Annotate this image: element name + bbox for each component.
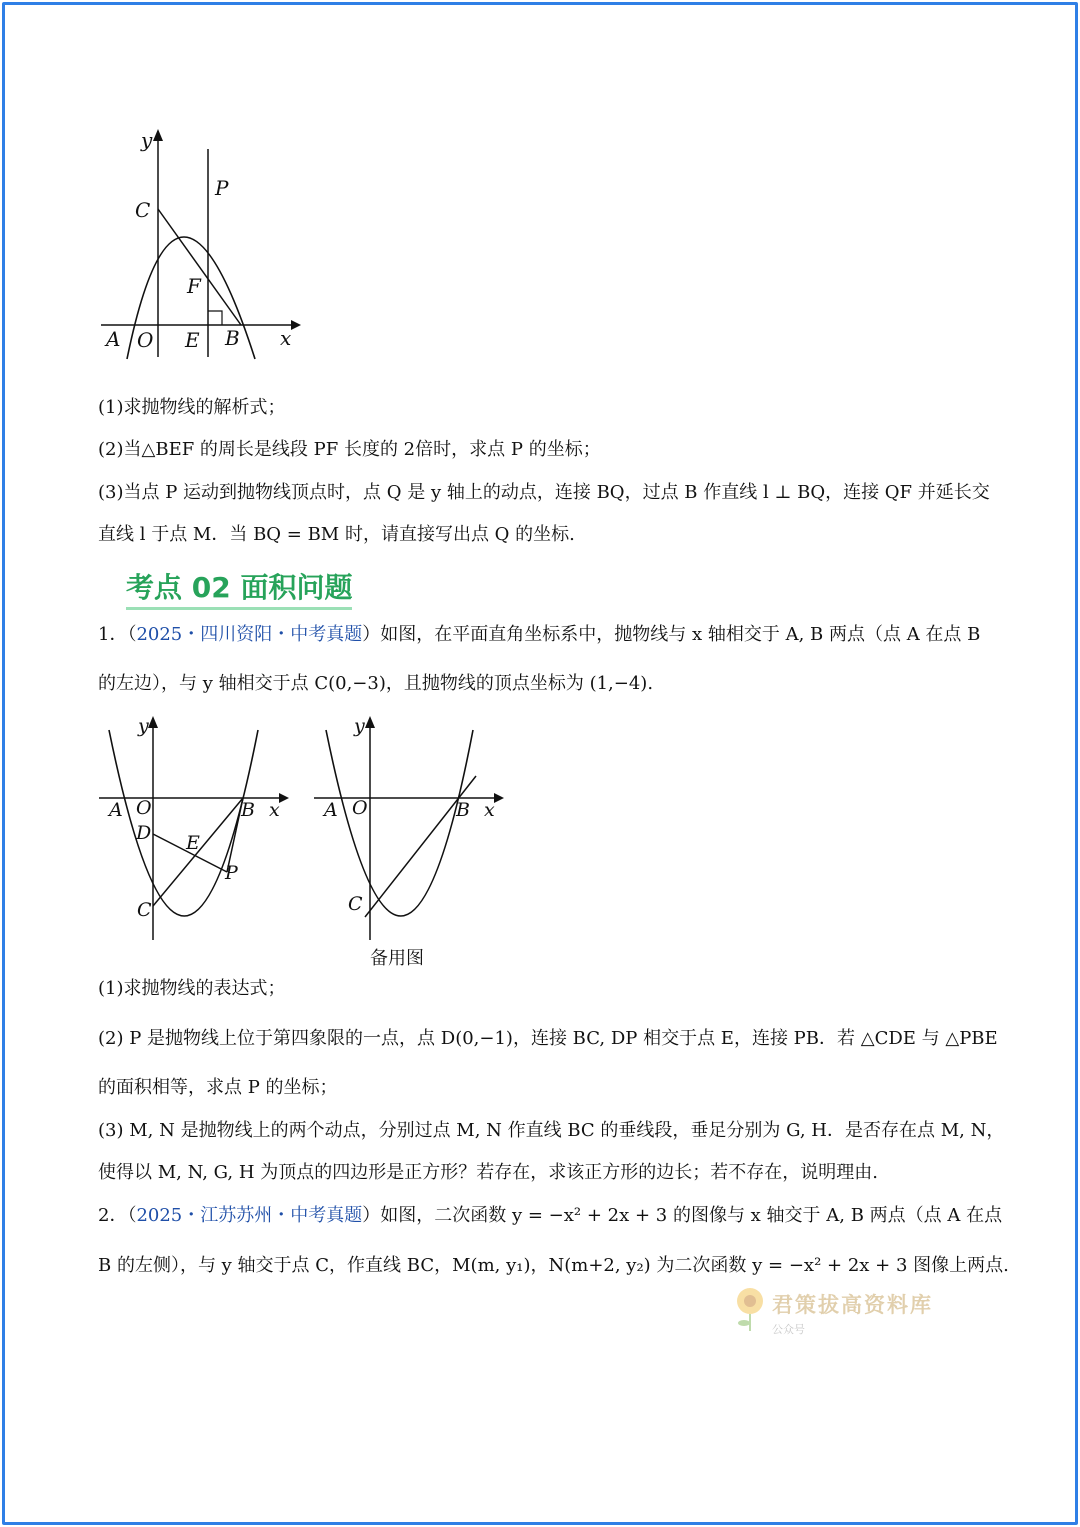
problem-1-part-3-line-2: 使得以 M, N, G, H 为顶点的四边形是正方形？若存在，求该正方形的边长；若不存在，说明理由. — [98, 1162, 878, 1183]
watermark — [730, 1283, 960, 1343]
q-part-3-line-2: 直线 l 于点 M．当 BQ = BM 时，请直接写出点 Q 的坐标. — [98, 524, 575, 545]
label-y: y — [141, 128, 153, 152]
label-C: C — [137, 899, 152, 921]
label-C: C — [348, 893, 363, 915]
label-O: O — [352, 797, 368, 819]
watermark-title: 君策拔高资料库 — [772, 1293, 933, 1317]
problem-2-source: 2025・江苏苏州・中考真题 — [136, 1205, 363, 1226]
label-A: A — [109, 799, 123, 821]
problem-1-source: 2025・四川资阳・中考真题 — [136, 624, 363, 645]
label-x: x — [269, 799, 280, 821]
parabola-figure-2-main — [95, 712, 295, 944]
q-part-3-line-1: (3)当点 P 运动到抛物线顶点时，点 Q 是 y 轴上的动点，连接 BQ，过点 B 作直线 l ⊥ BQ，连接 QF 并延长交 — [98, 482, 990, 503]
q-part-1: (1)求抛物线的解析式； — [98, 397, 286, 418]
problem-2-intro: 2．（2025・江苏苏州・中考真题）如图，二次函数 y = −x² + 2x + 3 的图像与 x 轴交于 A, B 两点（点 A 在点 — [98, 1205, 1003, 1226]
label-C: C — [135, 198, 151, 222]
problem-1-part-1: (1)求抛物线的表达式； — [98, 978, 286, 999]
problem-1-part-2-line-1: (2) P 是抛物线上位于第四象限的一点，点 D(0,−1)，连接 BC, DP 相交于点 E，连接 PB．若 △CDE 与 △PBE — [98, 1028, 998, 1049]
problem-1-intro-line-2: 的左边），与 y 轴相交于点 C(0,−3)，且抛物线的顶点坐标为 (1,−4). — [98, 673, 654, 694]
label-D: D — [136, 822, 152, 844]
label-B: B — [225, 326, 240, 350]
label-A: A — [106, 327, 121, 351]
label-x: x — [484, 799, 495, 821]
label-F: F — [187, 274, 201, 298]
sunflower-icon — [730, 1283, 770, 1333]
label-B: B — [456, 799, 470, 821]
label-A: A — [324, 799, 338, 821]
q-part-2: (2)当△BEF 的周长是线段 PF 长度的 2倍时，求点 P 的坐标； — [98, 439, 601, 460]
problem-1-part-3-line-1: (3) M, N 是抛物线上的两个动点，分别过点 M, N 作直线 BC 的垂线段，垂足分别为 G, H．是否存在点 M, N， — [98, 1120, 1005, 1141]
label-O: O — [137, 328, 154, 352]
problem-2-intro-line-2: B 的左侧），与 y 轴交于点 C，作直线 BC，M(m, y₁)，N(m+2, y₂) 为二次函数 y = −x² + 2x + 3 图像上两点. — [98, 1255, 1009, 1276]
label-P: P — [215, 176, 229, 200]
label-E: E — [185, 328, 200, 352]
label-x: x — [280, 326, 292, 350]
problem-1-part-2-line-2: 的面积相等，求点 P 的坐标； — [98, 1077, 338, 1098]
problem-1-intro: 1．（2025・四川资阳・中考真题）如图，在平面直角坐标系中，抛物线与 x 轴相交于 A, B 两点（点 A 在点 B — [98, 624, 981, 645]
label-E: E — [186, 832, 200, 854]
parabola-figure-2-spare — [310, 712, 510, 944]
parabola-figure-1 — [95, 125, 305, 360]
label-y: y — [354, 715, 365, 737]
label-O: O — [136, 797, 152, 819]
label-P: P — [225, 862, 238, 884]
label-B: B — [241, 799, 255, 821]
section-title: 考点 02 面积问题 — [126, 566, 352, 610]
watermark-subtitle: 公众号 — [772, 1323, 805, 1336]
spare-figure-caption: 备用图 — [370, 948, 424, 969]
label-y: y — [138, 715, 149, 737]
